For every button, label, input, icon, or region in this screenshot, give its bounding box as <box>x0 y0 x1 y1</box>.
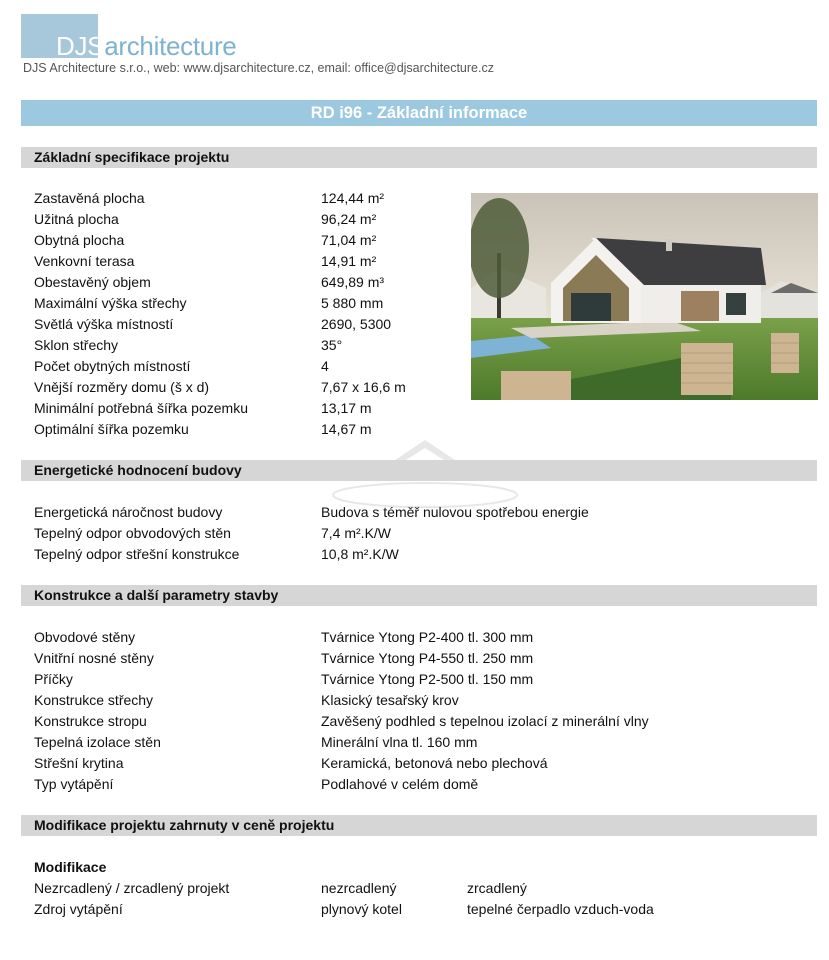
spec-label: Venkovní terasa <box>34 253 135 269</box>
section-heading-modifications: Modifikace projektu zahrnuty v ceně projektu <box>21 815 817 836</box>
spec-label: Zastavěná plocha <box>34 190 145 206</box>
spec-value: Tvárnice Ytong P2-500 tl. 150 mm <box>321 671 534 687</box>
company-contact-line: DJS Architecture s.r.o., web: www.djsarchitecture.cz, email: office@djsarchitecture.cz <box>23 61 494 75</box>
modification-default: plynový kotel <box>321 901 402 917</box>
spec-value: Tvárnice Ytong P2-400 tl. 300 mm <box>321 629 534 645</box>
company-logo <box>21 14 321 61</box>
spec-value: 14,91 m² <box>321 253 377 269</box>
logo-text-architecture: architecture <box>104 31 237 61</box>
spec-label: Optimální šířka pozemku <box>34 421 189 437</box>
spec-label: Obytná plocha <box>34 232 125 248</box>
spec-value: 7,4 m².K/W <box>321 525 392 541</box>
spec-value: 2690, 5300 <box>321 316 392 332</box>
spec-label: Střešní krytina <box>34 755 124 771</box>
spec-label: Užitná plocha <box>34 211 119 227</box>
spec-value: 7,67 x 16,6 m <box>321 379 406 395</box>
modification-alternative: zrcadlený <box>467 880 527 896</box>
spec-value: 649,89 m³ <box>321 274 385 290</box>
spec-value: Budova s téměř nulovou spotřebou energie <box>321 504 589 520</box>
spec-value: 14,67 m <box>321 421 372 437</box>
spec-value: Minerální vlna tl. 160 mm <box>321 734 478 750</box>
section-heading-construction: Konstrukce a další parametry stavby <box>21 585 817 606</box>
spec-label: Obvodové stěny <box>34 629 136 645</box>
spec-value: 5 880 mm <box>321 295 384 311</box>
spec-value: 71,04 m² <box>321 232 377 248</box>
modifications-subheading: Modifikace <box>34 859 107 875</box>
spec-label: Konstrukce střechy <box>34 692 154 708</box>
spec-value: Klasický tesařský krov <box>321 692 459 708</box>
house-render-image <box>471 193 818 400</box>
spec-value: 4 <box>321 358 329 374</box>
spec-label: Vnější rozměry domu (š x d) <box>34 379 210 395</box>
modification-label: Zdroj vytápění <box>34 901 123 917</box>
spec-value: 96,24 m² <box>321 211 377 227</box>
spec-label: Příčky <box>34 671 73 687</box>
spec-value: 13,17 m <box>321 400 372 416</box>
modification-label: Nezrcadlený / zrcadlený projekt <box>34 880 230 896</box>
section-heading-energy: Energetické hodnocení budovy <box>21 460 817 481</box>
spec-label: Typ vytápění <box>34 776 114 792</box>
spec-label: Tepelný odpor střešní konstrukce <box>34 546 240 562</box>
spec-label: Tepelná izolace stěn <box>34 734 161 750</box>
modification-default: nezrcadlený <box>321 880 397 896</box>
spec-value: 35° <box>321 337 343 353</box>
spec-label: Světlá výška místností <box>34 316 174 332</box>
spec-label: Sklon střechy <box>34 337 119 353</box>
spec-value: 124,44 m² <box>321 190 385 206</box>
logo-text-dj: DJS <box>56 31 105 61</box>
spec-label: Počet obytných místností <box>34 358 191 374</box>
spec-label: Vnitřní nosné stěny <box>34 650 154 666</box>
logo-text <box>56 31 236 61</box>
spec-value: Tvárnice Ytong P4-550 tl. 250 mm <box>321 650 534 666</box>
spec-label: Konstrukce stropu <box>34 713 147 729</box>
modification-alternative: tepelné čerpadlo vzduch-voda <box>467 901 654 917</box>
section-heading-basic: Základní specifikace projektu <box>21 147 817 168</box>
spec-label: Maximální výška střechy <box>34 295 187 311</box>
spec-value: Podlahové v celém domě <box>321 776 479 792</box>
spec-value: Keramická, betonová nebo plechová <box>321 755 548 771</box>
spec-label: Minimální potřebná šířka pozemku <box>34 400 248 416</box>
spec-value: Zavěšený podhled s tepelnou izolací z minerální vlny <box>321 713 649 729</box>
spec-label: Energetická náročnost budovy <box>34 504 223 520</box>
spec-value: 10,8 m².K/W <box>321 546 399 562</box>
spec-label: Tepelný odpor obvodových stěn <box>34 525 231 541</box>
page-title: RD i96 - Základní informace <box>21 100 817 126</box>
spec-label: Obestavěný objem <box>34 274 151 290</box>
